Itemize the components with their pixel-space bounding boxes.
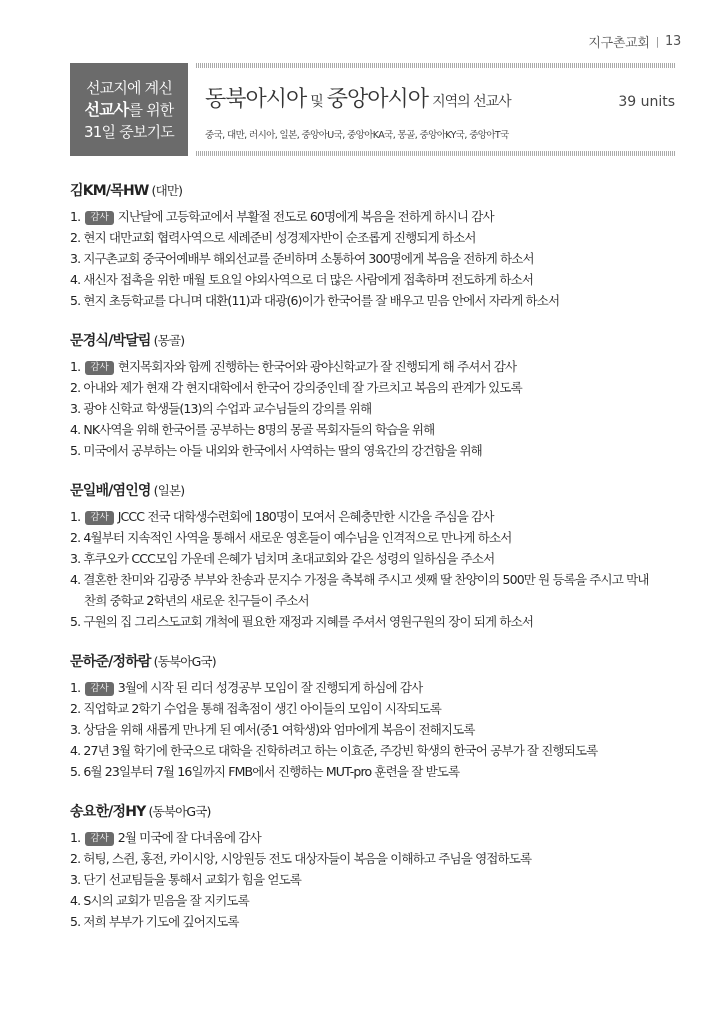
prayer-item	[70, 248, 690, 269]
prayer-item	[70, 440, 690, 461]
prayer-item	[70, 761, 690, 782]
prayer-item-number: 5.	[70, 914, 84, 929]
prayer-item	[70, 356, 690, 377]
missionary-name-text: 문경식/박달림	[70, 333, 151, 349]
prayer-item-number: 3.	[70, 251, 84, 266]
missionary-region: (동북아G국)	[153, 654, 216, 669]
prayer-item	[70, 698, 690, 719]
prayer-item	[70, 569, 690, 611]
thanks-badge: 감사	[85, 511, 113, 525]
banner-line-2	[70, 99, 188, 121]
missionary-region: (대만)	[151, 183, 183, 198]
missionary-name-text: 송요한/정HY	[70, 804, 146, 820]
prayer-item	[70, 611, 690, 632]
missionary-name	[70, 801, 690, 821]
missionary-region: (일본)	[153, 483, 185, 498]
church-name: 지구촌교회	[588, 36, 650, 51]
prayer-item-text: 현지 대만교회 협력사역으로 세례준비 성경제자반이 순조롭게 진행되게 하소서	[83, 230, 476, 245]
prayer-item	[70, 740, 690, 761]
prayer-item	[70, 890, 690, 911]
prayer-banner	[70, 63, 188, 156]
units-count: 39 units	[618, 94, 675, 110]
title-tail: 지역의 선교사	[432, 94, 511, 110]
prayer-item-text: 2월 미국에 잘 다녀옴에 감사	[117, 830, 261, 845]
missionary-section	[70, 180, 690, 311]
prayer-item-continuation: 찬희 중학교 2학년의 새로운 친구들이 주소서	[84, 593, 309, 608]
banner-line-3: 31일 중보기도	[84, 122, 174, 141]
prayer-item-text: 현지목회자와 함께 진행하는 한국어와 광야신학교가 잘 진행되게 해 주셔서 감사	[117, 359, 517, 374]
prayer-item-number: 1.	[70, 359, 84, 374]
prayer-item-number: 4.	[70, 272, 84, 287]
country-list: 중국, 대만, 러시아, 일본, 중앙아U국, 중앙아KA국, 몽골, 중앙아KY국, 중앙아T국	[205, 130, 509, 141]
prayer-item	[70, 290, 690, 311]
prayer-item-text: 27년 3월 학기에 한국으로 대학을 진학하려고 하는 이효준, 주강빈 학생의 한국어 공부가 잘 진행되도록	[83, 743, 598, 758]
prayer-item-number: 5.	[70, 443, 84, 458]
prayer-item	[70, 527, 690, 548]
prayer-item-number: 4.	[70, 893, 84, 908]
prayer-item-text: 허팅, 스쥔, 홍전, 카이시앙, 시앙원등 전도 대상자들이 복음을 이해하고 주님을 영접하도록	[83, 851, 532, 866]
prayer-item-number: 1.	[70, 830, 84, 845]
prayer-item	[70, 506, 690, 527]
prayer-item-number: 3.	[70, 401, 84, 416]
prayer-item-text: 지구촌교회 중국어예배부 해외선교를 준비하며 소통하여 300명에게 복음을 전하게 하소서	[83, 251, 534, 266]
prayer-item	[70, 719, 690, 740]
prayer-item-number: 3.	[70, 551, 84, 566]
title-stripe-top	[196, 63, 676, 68]
title-part-2: 중앙아시아	[326, 87, 429, 112]
missionary-name	[70, 480, 690, 500]
prayer-item-number: 5.	[70, 293, 84, 308]
page-header	[588, 32, 681, 51]
prayer-item-text: 직업학교 2학기 수업을 통해 접촉점이 생긴 아이들의 모임이 시작되도록	[83, 701, 441, 716]
prayer-item-number: 2.	[70, 380, 84, 395]
prayer-item-number: 4.	[70, 422, 84, 437]
prayer-item-number: 1.	[70, 680, 84, 695]
page-number: 13	[665, 34, 681, 49]
prayer-item-number: 1.	[70, 509, 84, 524]
prayer-item-number: 4.	[70, 572, 84, 587]
prayer-item	[70, 227, 690, 248]
prayer-item-number: 2.	[70, 701, 84, 716]
prayer-item-text: 3월에 시작 된 리더 성경공부 모임이 잘 진행되게 하심에 감사	[117, 680, 423, 695]
thanks-badge: 감사	[85, 682, 113, 696]
missionary-region: (몽골)	[153, 333, 185, 348]
prayer-item-number: 2.	[70, 530, 84, 545]
prayer-item-text: 구원의 집 그리스도교회 개척에 필요한 재정과 지혜를 주셔서 영원구원의 장이 되게 하소서	[83, 614, 534, 629]
thanks-badge: 감사	[85, 211, 113, 225]
prayer-item	[70, 419, 690, 440]
missionary-sections	[70, 180, 690, 951]
prayer-item-text: 후쿠오카 CCC모임 가운데 은혜가 넘치며 초대교회와 같은 성령의 일하심을 주소서	[83, 551, 495, 566]
header-separator: |	[655, 35, 660, 48]
prayer-item-text: 현지 초등학교를 다니며 대환(11)과 대광(6)이가 한국어를 잘 배우고 믿음 안에서 자라게 하소서	[83, 293, 560, 308]
prayer-item-text: 6월 23일부터 7월 16일까지 FMB에서 진행하는 MUT-pro 훈련을 잘 받도록	[83, 764, 460, 779]
prayer-item	[70, 827, 690, 848]
prayer-item-text: 지난달에 고등학교에서 부활절 전도로 60명에게 복음을 전하게 하시니 감사	[117, 209, 494, 224]
missionary-section	[70, 801, 690, 932]
missionary-name	[70, 330, 690, 350]
prayer-item-text: 미국에서 공부하는 아들 내외와 한국에서 사역하는 딸의 영육간의 강건함을 위해	[83, 443, 482, 458]
prayer-item-text: 단기 선교팀들을 통해서 교회가 힘을 얻도록	[83, 872, 302, 887]
title-stripe-bottom	[196, 151, 676, 156]
missionary-section	[70, 651, 690, 782]
prayer-item-number: 5.	[70, 614, 84, 629]
prayer-item-number: 3.	[70, 722, 84, 737]
prayer-item-number: 1.	[70, 209, 84, 224]
prayer-item-text: 4월부터 지속적인 사역을 통해서 새로운 영혼들이 예수님을 인격적으로 만나게 하소서	[83, 530, 512, 545]
prayer-item	[70, 869, 690, 890]
prayer-item-text: 광야 신학교 학생들(13)의 수업과 교수님들의 강의를 위해	[83, 401, 372, 416]
thanks-badge: 감사	[85, 832, 113, 846]
missionary-section	[70, 330, 690, 461]
prayer-item	[70, 377, 690, 398]
prayer-item-text: 상담을 위해 새롭게 만나게 된 예서(중1 여학생)와 엄마에게 복음이 전해지도록	[83, 722, 475, 737]
title-connector: 및	[310, 94, 323, 110]
banner-line-2-bold: 선교사	[84, 99, 129, 119]
prayer-item-number: 5.	[70, 764, 84, 779]
prayer-item-text: 저희 부부가 기도에 깊어지도록	[83, 914, 239, 929]
prayer-item-text: 결혼한 찬미와 김광중 부부와 찬송과 문지수 가정을 축복해 주시고 셋째 딸 찬양이의 500만 원 등록을 주시고 막내	[83, 572, 649, 587]
prayer-item-number: 4.	[70, 743, 84, 758]
missionary-section	[70, 480, 690, 632]
thanks-badge: 감사	[85, 361, 113, 375]
missionary-name-text: 문하준/정하람	[70, 654, 151, 670]
prayer-item-text: 아내와 제가 현재 각 현지대학에서 한국어 강의중인데 잘 가르치고 복음의 관계가 있도록	[83, 380, 522, 395]
prayer-item-number: 3.	[70, 872, 84, 887]
prayer-item-number: 2.	[70, 230, 84, 245]
missionary-region: (동북아G국)	[148, 804, 211, 819]
missionary-name	[70, 180, 690, 200]
prayer-item-text: JCCC 전국 대학생수련회에 180명이 모여서 은혜충만한 시간을 주심을 감사	[117, 509, 494, 524]
title-part-1: 동북아시아	[205, 87, 307, 112]
prayer-item-text: S시의 교회가 믿음을 잘 지키도록	[83, 893, 249, 908]
prayer-item	[70, 677, 690, 698]
prayer-item	[70, 269, 690, 290]
missionary-name-text: 김KM/목HW	[70, 183, 149, 199]
prayer-item	[70, 206, 690, 227]
prayer-item-text: NK사역을 위해 한국어를 공부하는 8명의 몽골 목회자들의 학습을 위해	[83, 422, 435, 437]
prayer-item-number: 2.	[70, 851, 84, 866]
prayer-item	[70, 848, 690, 869]
banner-line-2-rest: 를 위한	[128, 100, 174, 119]
prayer-item	[70, 548, 690, 569]
banner-line-1: 선교지에 계신	[85, 78, 173, 97]
prayer-item-text: 새신자 접촉을 위한 매월 토요일 야외사역으로 더 많은 사람에게 접촉하며 전도하게 하소서	[83, 272, 534, 287]
missionary-name	[70, 651, 690, 671]
missionary-name-text: 문일배/염인영	[70, 483, 151, 499]
region-title	[205, 82, 675, 113]
prayer-item	[70, 911, 690, 932]
prayer-item	[70, 398, 690, 419]
